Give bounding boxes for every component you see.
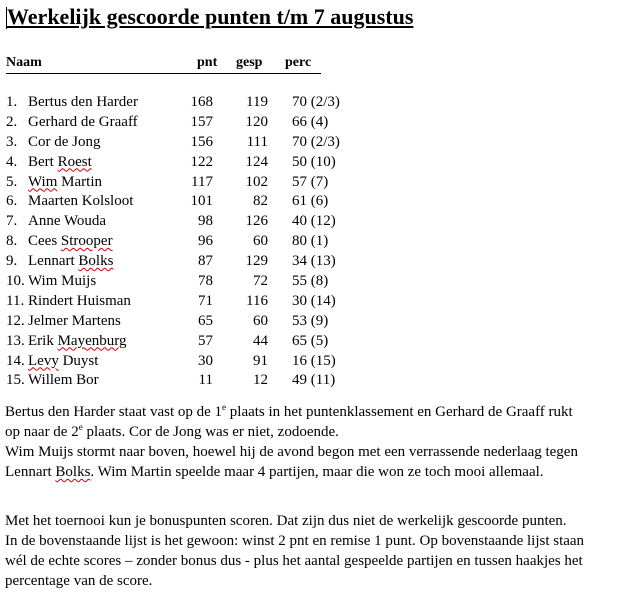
row-perc: 40 (12) (292, 213, 336, 230)
table-row (6, 352, 366, 372)
text-fragment: . Wim Martin speelde maar 4 partijen, maar die won ze toch mooi allemaal. (90, 464, 544, 480)
row-name (28, 252, 113, 272)
text-fragment: plaats in het puntenklassement en Gerhard de Graaff rukt (226, 404, 573, 420)
row-perc: 80 (1) (292, 233, 329, 250)
paragraph-line (5, 422, 630, 442)
row-name-first: Levy (28, 352, 59, 369)
row-pnt: 30 (198, 352, 213, 369)
row-perc: 66 (4) (292, 113, 329, 130)
table-row (6, 133, 366, 153)
row-pnt: 117 (191, 173, 213, 190)
superscript: e (222, 402, 227, 412)
row-name-first: Lennart (28, 253, 79, 270)
row-perc: 61 (6) (292, 193, 329, 210)
table-row (6, 212, 366, 232)
row-rank: 3. (6, 133, 18, 150)
row-rank: 6. (6, 193, 18, 210)
row-name-last: Roest (57, 153, 92, 170)
paragraph-line: Met het toernooi kun je bonuspunten scoren. Dat zijn dus niet de werkelijk gescoorde punten. (5, 513, 567, 529)
row-name (28, 332, 126, 352)
text-fragment: op naar de 2 (5, 424, 79, 440)
row-name-first: Bert (28, 153, 58, 170)
ranking-list (6, 93, 366, 391)
text-fragment: Bertus den Harder staat vast op de 1 (5, 404, 223, 420)
row-pnt: 11 (198, 372, 213, 389)
table-row (6, 272, 366, 292)
row-name (28, 173, 102, 193)
row-rank: 5. (6, 173, 18, 190)
row-name: Rindert Huisman (28, 292, 131, 309)
row-pnt: 87 (198, 253, 213, 270)
row-pnt: 122 (190, 153, 213, 170)
row-rank: 9. (6, 253, 18, 270)
row-pnt: 78 (198, 273, 213, 290)
header-pnt: pnt (197, 55, 218, 70)
row-perc: 30 (14) (292, 292, 336, 309)
row-perc: 55 (8) (292, 273, 329, 290)
row-rank: 4. (6, 153, 18, 170)
row-rank: 11. (6, 292, 25, 309)
row-name (28, 232, 113, 252)
table-row (6, 173, 366, 193)
header-name: Naam (6, 55, 42, 70)
row-gesp: 82 (253, 193, 268, 210)
table-row (6, 93, 366, 113)
row-rank: 12. (6, 312, 25, 329)
table-row (6, 192, 366, 212)
row-name-last: Mayenburg (57, 332, 127, 349)
row-pnt: 65 (198, 312, 213, 329)
text-fragment: Bolks (55, 464, 91, 480)
row-gesp: 129 (245, 253, 268, 270)
row-gesp: 120 (245, 113, 268, 130)
row-pnt: 98 (198, 213, 213, 230)
table-row (6, 292, 366, 312)
row-rank: 13. (6, 332, 25, 349)
row-gesp: 102 (245, 173, 268, 190)
paragraph-line: wél de echte scores – zonder bonus dus - plus het aantal gespeelde partijen en tussen haakjes het (5, 553, 583, 569)
row-perc: 65 (5) (292, 332, 329, 349)
header-perc: perc (285, 55, 312, 70)
paragraph-standings (5, 402, 630, 482)
row-name: Bertus den Harder (28, 94, 138, 110)
paragraph-line: percentage van de score. (5, 573, 153, 589)
row-perc: 70 (2/3) (292, 94, 340, 110)
row-name: Wim Muijs (28, 273, 97, 290)
row-gesp: 124 (245, 153, 268, 170)
row-name-last: Bolks (78, 253, 114, 270)
row-pnt: 101 (190, 193, 213, 210)
row-gesp: 126 (245, 213, 268, 230)
table-row (6, 232, 366, 252)
row-rank: 8. (6, 233, 18, 250)
row-pnt: 168 (190, 94, 213, 110)
table-row (6, 153, 366, 173)
row-perc: 50 (10) (292, 153, 336, 170)
row-name: Gerhard de Graaff (28, 113, 138, 130)
row-pnt: 156 (190, 133, 213, 150)
table-row (6, 312, 366, 332)
paragraph-line: Wim Muijs stormt naar boven, hoewel hij de avond begon met een verrassende nederlaag tegen (5, 444, 578, 460)
row-rank: 10. (6, 273, 25, 290)
row-rank: 14. (6, 352, 25, 369)
row-gesp: 91 (253, 352, 268, 369)
row-name (28, 352, 98, 372)
row-gesp: 72 (253, 273, 268, 290)
table-row (6, 332, 366, 352)
superscript: e (78, 422, 83, 432)
row-name-first: Cees (28, 233, 61, 250)
row-perc: 49 (11) (292, 372, 336, 389)
text-fragment: plaats. Cor de Jong was er niet, zodoende. (82, 424, 339, 440)
row-gesp: 12 (253, 372, 268, 389)
row-name: Anne Wouda (28, 213, 107, 230)
table-row (6, 113, 366, 133)
row-gesp: 60 (253, 233, 268, 250)
row-perc: 57 (7) (292, 173, 329, 190)
row-name-first: Wim (28, 173, 58, 190)
row-pnt: 96 (198, 233, 213, 250)
table-row (6, 252, 366, 272)
row-rank: 15. (6, 372, 25, 389)
text-fragment: Lennart (5, 464, 56, 480)
row-perc: 53 (9) (292, 312, 329, 329)
row-pnt: 157 (190, 113, 213, 130)
table-header (6, 55, 321, 74)
row-gesp: 119 (246, 94, 268, 110)
row-rank: 2. (6, 113, 18, 130)
table-row (6, 371, 366, 391)
row-name-first: Erik (28, 332, 58, 349)
row-name-last: Strooper (60, 233, 113, 250)
row-name: Jelmer Martens (28, 312, 121, 329)
page-title: Werkelijk gescoorde punten t/m 7 augustus (7, 4, 414, 29)
row-name: Cor de Jong (28, 133, 101, 150)
row-rank: 7. (6, 213, 18, 230)
row-name-last: Martin (57, 173, 102, 190)
header-gesp: gesp (236, 55, 263, 70)
row-perc: 34 (13) (292, 253, 336, 270)
paragraph-line (5, 462, 630, 482)
row-name (28, 153, 92, 173)
paragraph-explanation (5, 511, 630, 591)
row-perc: 70 (2/3) (292, 133, 340, 150)
row-gesp: 44 (253, 332, 268, 349)
row-pnt: 71 (198, 292, 213, 309)
row-gesp: 111 (246, 133, 268, 150)
paragraph-line: In de bovenstaande lijst is het gewoon: winst 2 pnt en remise 1 punt. Op bovenstaande lijst staan (5, 533, 585, 549)
row-name: Maarten Kolsloot (28, 193, 134, 210)
row-gesp: 116 (246, 292, 268, 309)
row-gesp: 60 (253, 312, 268, 329)
row-name-last: Duyst (58, 352, 99, 369)
row-perc: 16 (15) (292, 352, 336, 369)
row-name: Willem Bor (28, 372, 99, 389)
row-pnt: 57 (198, 332, 213, 349)
row-rank: 1. (6, 94, 18, 110)
paragraph-line (5, 402, 630, 422)
